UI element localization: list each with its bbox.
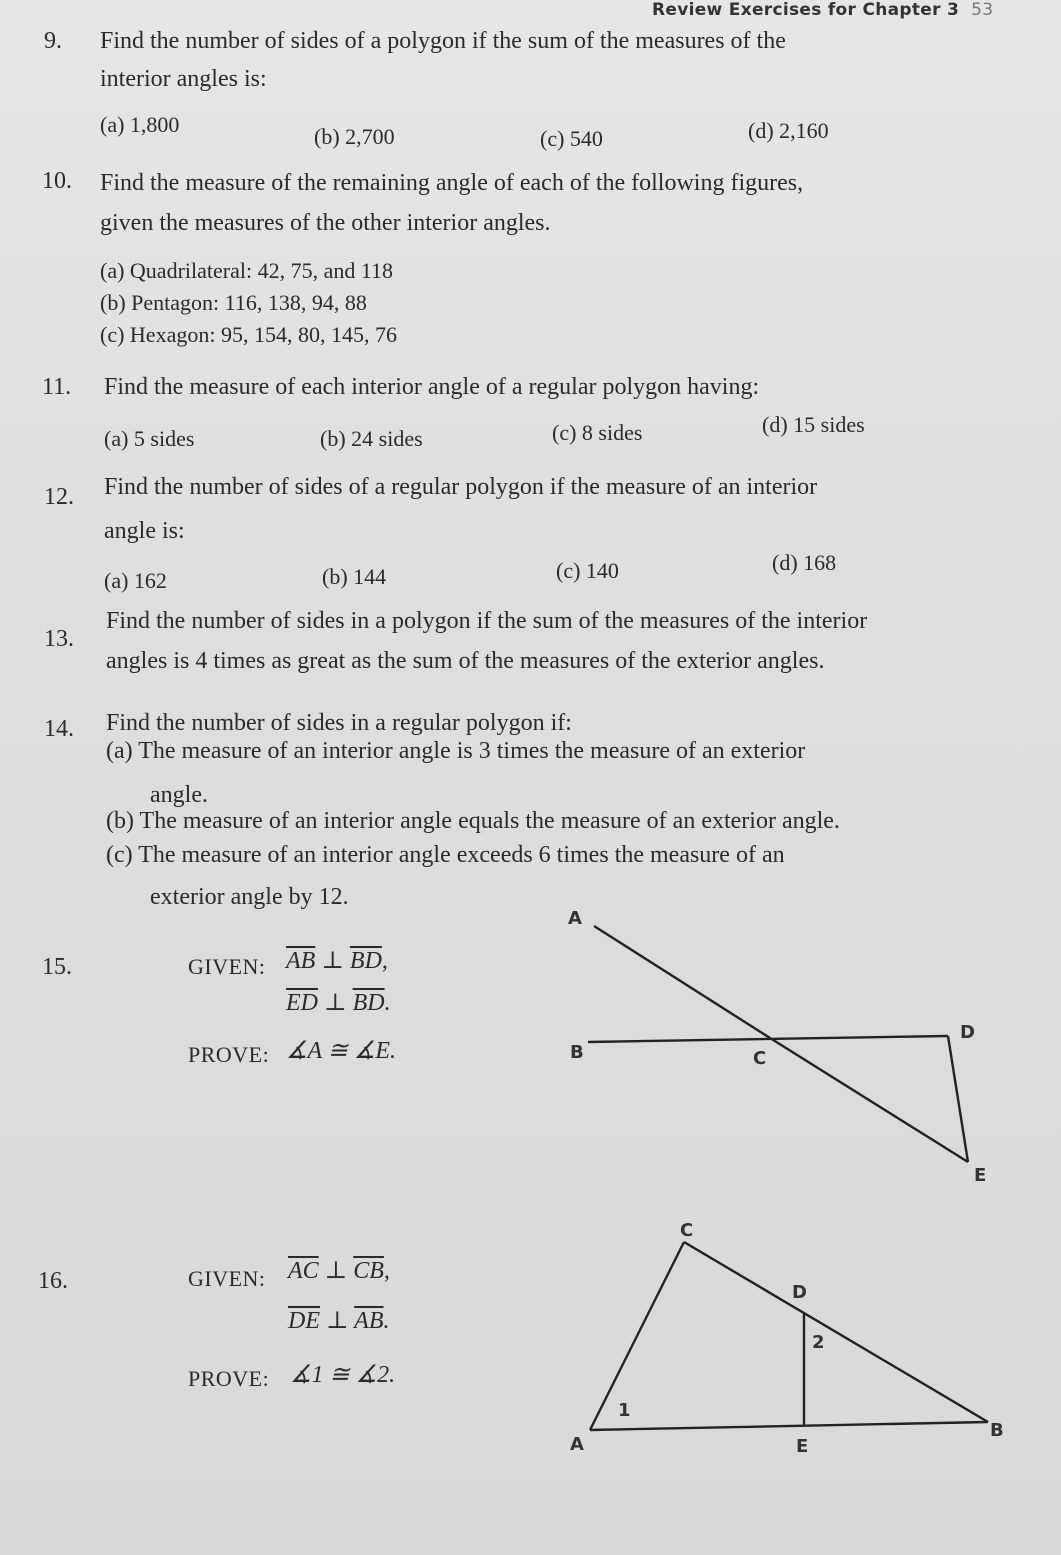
- list-item: (b) The measure of an interior angle equals the measure of an exterior angle.: [106, 808, 840, 834]
- question-text: Find the measure of each interior angle of a regular polygon having:: [104, 374, 760, 400]
- list-item: (a) The measure of an interior angle is 3 times the measure of an exterior: [106, 738, 806, 764]
- question-text: Find the number of sides in a regular polygon if:: [106, 710, 572, 736]
- question-text: given the measures of the other interior angles.: [100, 210, 551, 236]
- question-number: 13.: [44, 626, 74, 652]
- prove-label: PROVE:: [188, 1042, 270, 1067]
- option-c: (c) 140: [556, 558, 619, 583]
- label-c: C: [680, 1220, 694, 1241]
- given-statement: $\overline{DE}$ ⊥ $\overline{AB}$.: [288, 1308, 390, 1334]
- option-c: (c) 8 sides: [552, 420, 643, 445]
- option-b: (b) 24 sides: [320, 426, 423, 451]
- label-a: A: [570, 1434, 584, 1455]
- list-item: exterior angle by 12.: [150, 884, 349, 910]
- given-label: GIVEN:: [188, 1266, 266, 1291]
- page-header: [652, 0, 993, 20]
- option-d: (d) 168: [772, 550, 837, 575]
- given-label: GIVEN:: [188, 954, 266, 979]
- question-text: angle is:: [104, 518, 185, 544]
- label-c: C: [753, 1048, 767, 1069]
- option-c: (c) 540: [540, 126, 603, 151]
- option-d: (d) 2,160: [748, 118, 829, 143]
- list-item: (b) Pentagon: 116, 138, 94, 88: [100, 290, 367, 315]
- option-d: (d) 15 sides: [762, 412, 865, 437]
- prove-statement: ∡A ≅ ∡E.: [286, 1038, 397, 1064]
- segment-de: [948, 1036, 968, 1162]
- question-text: interior angles is:: [100, 66, 267, 92]
- list-item: angle.: [150, 782, 208, 808]
- question-text: angles is 4 times as great as the sum of the measures of the exterior angles.: [106, 648, 825, 674]
- question-text: Find the number of sides of a regular polygon if the measure of an interior: [104, 474, 818, 500]
- label-a: A: [568, 908, 582, 929]
- label-b: B: [990, 1420, 1004, 1441]
- question-number: 12.: [44, 484, 74, 510]
- question-text: Find the number of sides of a polygon if the sum of the measures of the: [100, 28, 786, 54]
- option-b: (b) 2,700: [314, 124, 395, 149]
- segment-ab: [590, 1422, 988, 1430]
- prove-label: PROVE:: [188, 1366, 270, 1391]
- question-text: Find the number of sides in a polygon if the sum of the measures of the interior: [106, 608, 868, 634]
- figure-16: [560, 1210, 1030, 1470]
- given-statement: $\overline{AC}$ ⊥ $\overline{CB}$,: [288, 1258, 390, 1284]
- label-d: D: [792, 1282, 807, 1303]
- question-number: 11.: [42, 374, 72, 400]
- label-angle-1: 1: [618, 1400, 631, 1421]
- prove-statement: ∡1 ≅ ∡2.: [290, 1362, 396, 1388]
- question-number: 14.: [44, 716, 74, 742]
- list-item: (a) Quadrilateral: 42, 75, and 118: [100, 258, 394, 283]
- segment-ac: [590, 1242, 684, 1430]
- figure-15: [560, 900, 1010, 1190]
- option-a: (a) 1,800: [100, 112, 180, 137]
- label-angle-2: 2: [812, 1332, 825, 1353]
- given-statement: $\overline{ED}$ ⊥ $\overline{BD}$.: [286, 990, 391, 1016]
- option-b: (b) 144: [322, 564, 387, 589]
- list-item: (c) Hexagon: 95, 154, 80, 145, 76: [100, 322, 397, 347]
- option-a: (a) 5 sides: [104, 426, 195, 451]
- page-number: 53: [971, 0, 994, 20]
- option-a: (a) 162: [104, 568, 167, 593]
- segment-ce: [770, 1038, 968, 1162]
- segment-ac: [594, 926, 770, 1038]
- question-number: 9.: [44, 28, 62, 54]
- question-text: Find the measure of the remaining angle of each of the following figures,: [100, 170, 804, 196]
- question-number: 10.: [42, 168, 72, 194]
- segment-cb: [684, 1242, 988, 1422]
- label-b: B: [570, 1042, 584, 1063]
- question-number: 16.: [38, 1268, 68, 1294]
- label-e: E: [796, 1436, 809, 1457]
- label-d: D: [960, 1022, 975, 1043]
- label-e: E: [974, 1165, 987, 1186]
- list-item: (c) The measure of an interior angle exceeds 6 times the measure of an: [106, 842, 785, 868]
- header-title: Review Exercises for Chapter 3: [652, 0, 960, 20]
- given-statement: $\overline{AB}$ ⊥ $\overline{BD}$,: [286, 948, 388, 974]
- question-number: 15.: [42, 954, 72, 980]
